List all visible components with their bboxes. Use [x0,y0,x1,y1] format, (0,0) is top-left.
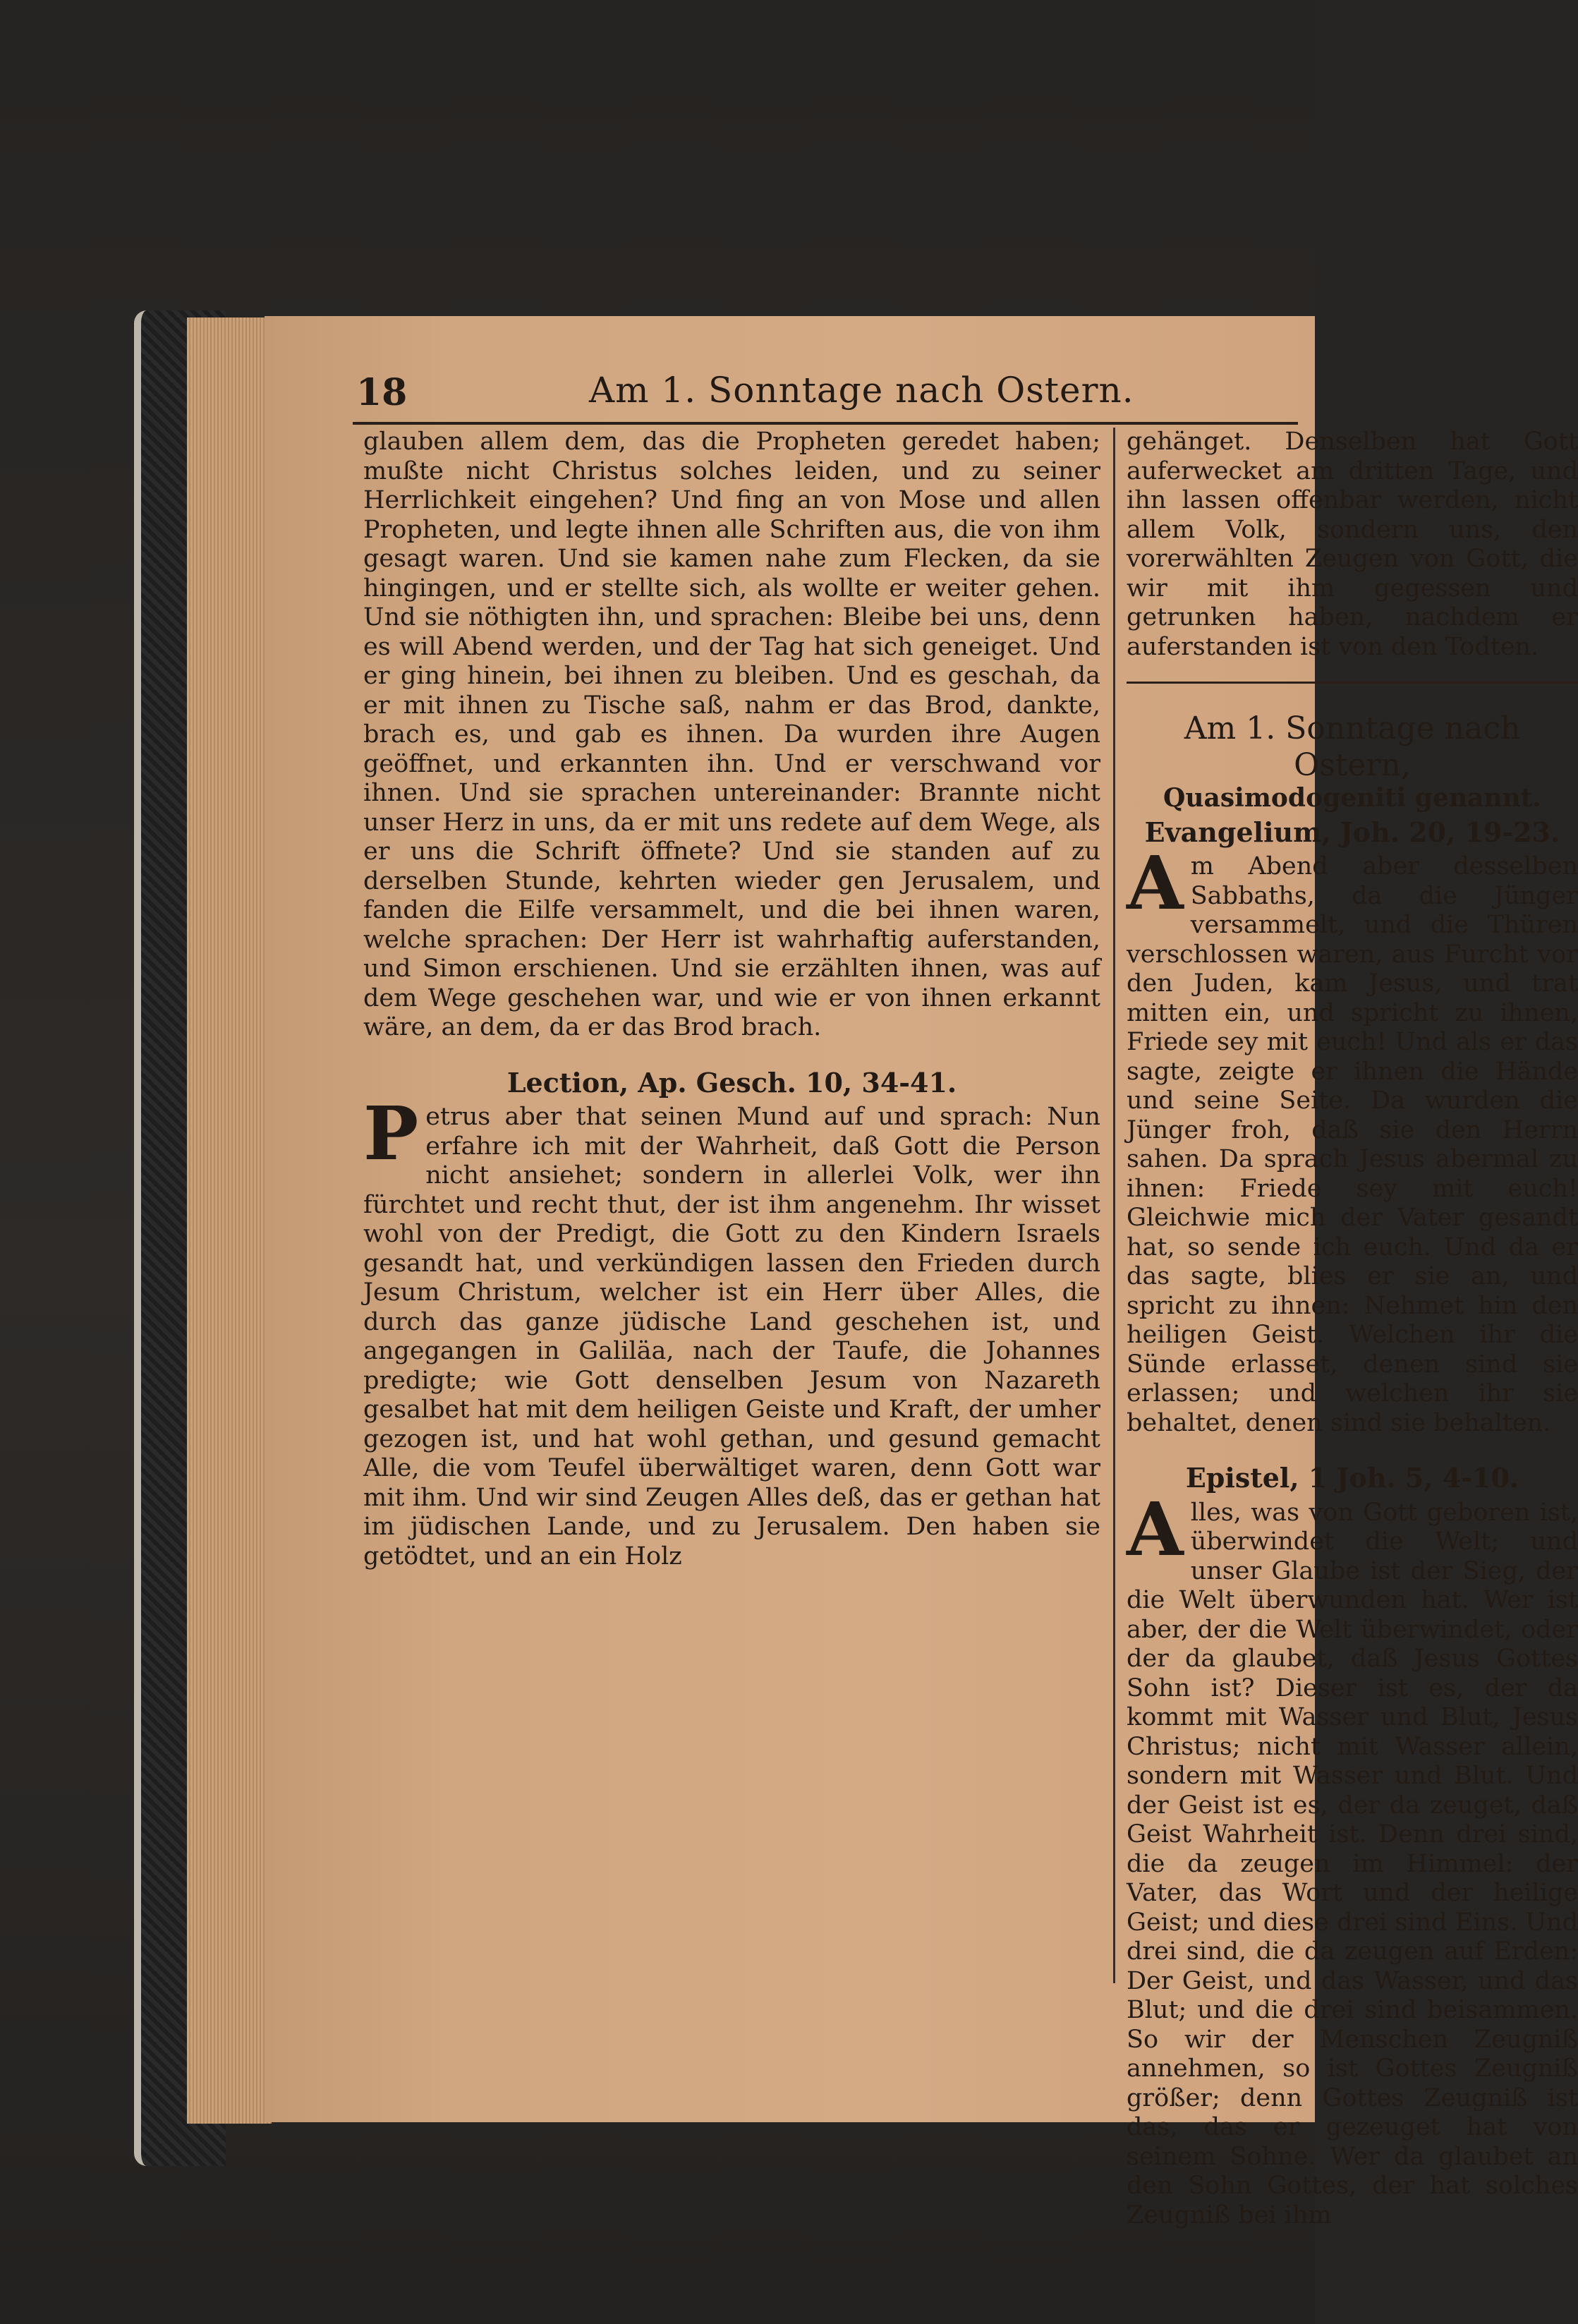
drop-cap-a: A [1127,840,1184,926]
section-subtitle: Quasimodogeniti genannt. [1163,783,1541,813]
drop-cap-a: A [1127,1485,1184,1573]
column-divider [1113,428,1115,1983]
lection-title: Lection, Ap. Gesch. 10, 34-41. [506,1066,957,1099]
section-rule [1127,682,1578,684]
gospel-body: m Abend aber desselben Sabbaths, da die Jünger versammelt, und die Thüren verschlossen waren, aus Furcht vor den Juden, kam Jesus, und trat mitten ein, und spricht zu ihnen, Friede sey mit euch! Und als er das sagte, zeigte er ihnen die Hände und seine Seite. Da wurden die Jünger froh, daß sie den Herrn sahen. Da sprach Jesus abermal zu ihnen: Friede sey mit euch! Gleichwie mich der Vater gesandt hat, so sende ich euch. Und da er das sagte, blies er sie an, und spricht zu ihnen: Nehmet hin den heiligen Geist. Welchen ihr die Sünde erlasset, denen sind sie erlassen; und welchen ihr sie behaltet, denen sind sie behalten. [1127,852,1578,1437]
epistle-body: lles, was von Gott geboren ist, überwindet die Welt; und unser Glaube ist der Sieg, der die Welt überwunden hat. Wer ist aber, der die Welt überwindet, oder der da glaubet, daß Jesus Gottes Sohn ist? Dieser ist es, der da kommt mit Wasser und Blut, Jesus Christus; nicht mit Wasser allein, sondern mit Wasser und Blut. Und der Geist ist es, der da zeuget, daß Geist Wahrheit ist. Denn drei sind, die da zeugen im Himmel: der Vater, das Wort und der heilige Geist; und diese drei sind Eins. Und drei sind, die da zeugen auf Erden: Der Geist, und das Wasser, und das Blut; und die drei sind beisammen. So wir der Menschen Zeugniß annehmen, so ist Gottes Zeugniß größer; denn Gottes Zeugniß ist das, das er gezeuget hat von seinem Sohne. Wer da glaubet an den Sohn Gottes, der hat solches Zeugniß bei ihm [1127,1498,1578,2229]
drop-cap-p: P [363,1090,419,1177]
section-title: Am 1. Sonntage nach Ostern, [1184,710,1521,783]
right-column [1127,428,1578,2230]
running-head: Am 1. Sonntage nach Ostern. [589,370,1134,411]
page-number: 18 [356,371,408,414]
epistle-title: Epistel, 1 Joh. 5, 4-10. [1185,1462,1519,1494]
right-paragraph: gehänget. Denselben hat Gott auferwecket am dritten Tage, und ihn lassen offenbar werden, nicht allem Volk, sondern uns, den vorerwählten Zeugen von Gott, die wir mit ihm gegessen und getrunken haben, nachdem er auferstanden ist von den Todten. [1127,428,1578,661]
lection-body: etrus aber that seinen Mund auf und sprach: Nun erfahre ich mit der Wahrheit, daß Gott die Person nicht ansiehet; sondern in allerlei Volk, wer ihn fürchtet und recht thut, der ist ihm angenehm. Ihr wisset wohl von der Predigt, die Gott zu den Kindern Israels gesandt hat, und verkündigen lassen den Frieden durch Jesum Christum, welcher ist ein Herr über Alles, die durch das ganze jüdische Land geschehen ist, und angegangen in Galiläa, nach der Taufe, die Johannes predigte; wie Gott denselben Jesum von Nazareth gesalbet hat mit dem heiligen Geiste und Kraft, der umher gezogen ist, und hat wohl gethan, und gesund gemacht Alle, die vom Teufel überwältiget waren, denn Gott war mit ihm. Und wir sind Zeugen Alles deß, das er gethan hat im jüdischen Lande, und zu Jerusalem. Den haben sie getödtet, und an ein Holz [363,1103,1100,1570]
gospel-text [1127,840,1578,1438]
left-column [363,428,1100,1571]
page-edges [187,317,272,2124]
epistle-text [1127,1485,1578,2231]
left-paragraph: glauben allem dem, das die Propheten geredet haben; mußte nicht Christus solches leiden, und zu seiner Herrlichkeit eingehen? Und fing an von Mose und allen Propheten, und legte ihnen alle Schriften aus, die von ihm gesagt waren. Und sie kamen nahe zum Flecken, da sie hingingen, und er stellte sich, als wollte er weiter gehen. Und sie nöthigten ihn, und sprachen: Bleibe bei uns, denn es will Abend werden, und der Tag hat sich geneiget. Und er ging hinein, bei ihnen zu bleiben. Und es geschah, da er mit ihnen zu Tische saß, nahm er das Brod, dankte, brach es, und gab es ihnen. Da wurden ihre Augen geöffnet, und erkannten ihn. Und er verschwand vor ihnen. Und sie sprachen untereinander: Brannte nicht unser Herz in uns, da er mit uns redete auf dem Wege, als er uns die Schrift öffnete? Und sie standen auf zu derselben Stunde, kehrten wieder gen Jerusalem, und fanden die Eilfe versammelt, und die bei ihnen waren, welche sprachen: Der Herr ist wahrhaftig auferstanden, und Simon erschienen. Und sie erzählten ihnen, was auf dem Wege geschehen war, und wie er von ihnen erkannt wäre, an dem, da er das Brod brach. [363,428,1100,1041]
lection-text [363,1090,1100,1571]
book-page [265,316,1578,2229]
gospel-title: Evangelium, Joh. 20, 19-23. [1144,816,1560,848]
header-rule [353,422,1298,425]
